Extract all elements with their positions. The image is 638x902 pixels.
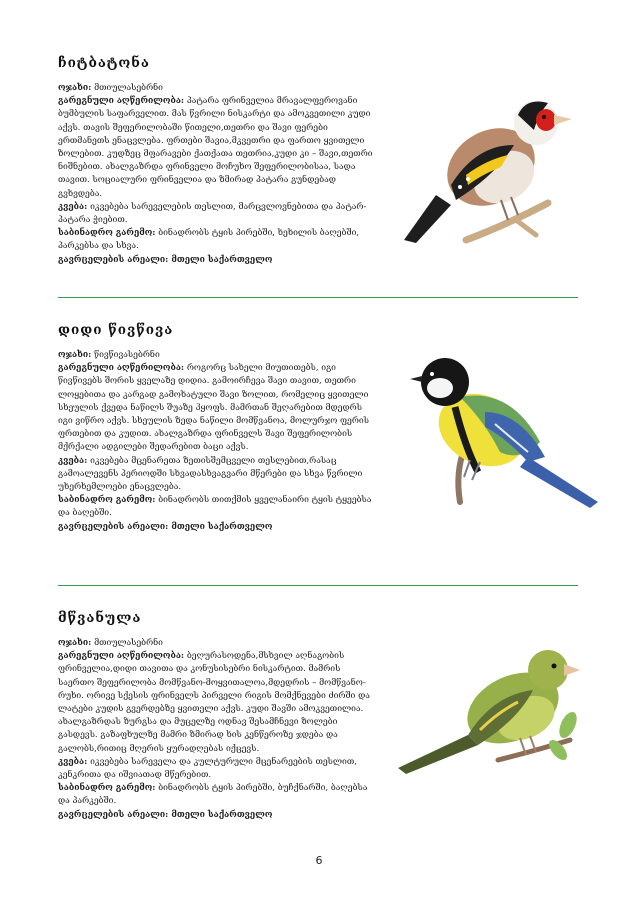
section-divider <box>58 297 578 298</box>
family-label: ოჯახი: <box>58 83 92 93</box>
family-label: ოჯახი: <box>58 638 92 648</box>
food-label: კვება: <box>58 455 88 466</box>
section-divider <box>58 585 578 586</box>
species-section-great-tit <box>58 322 578 572</box>
range-label: გავრცელების არეალი: <box>58 809 169 820</box>
species-description <box>58 349 376 534</box>
appearance-label: გარეგნული აღწერილობა: <box>58 363 185 374</box>
appearance-label: გარეგნული აღწერილობა: <box>58 96 185 107</box>
food-value: იკვებება სარეველა და კულტურული მცენარეების თესლით, კენკრითა და იშვიათად მწერებით. <box>58 756 357 781</box>
species-description <box>58 637 376 822</box>
range-value: მთელი საქართველო <box>168 254 273 265</box>
species-title: ჩიტბატონა <box>58 55 150 71</box>
species-section-greenfinch <box>58 610 578 840</box>
range-value: მთელი საქართველო <box>168 809 273 820</box>
great-tit-illustration <box>410 352 600 512</box>
appearance-label: გარეგნული აღწერილობა: <box>58 651 185 662</box>
appearance-value: ბეღურასოდენა,მსხვილ აღნაგობის ფრინველია,დიდი თავითა და კონუსისებრი ნისკარტით. მამრის საერთო შეფერილობა მომწვანო-მოყვითალოა,მდედრის – მომწვანო-რუხი. ორივე სქესის ფრინველს პირველი რიგის მომქნევები ძირში და ლატები კუდის გვერდებზე ყვითელი აქვს. კუდი შავში ამოკვეთილია. ახალგაზრდას ზურგსა და მუცელზე ოდნავ შესამჩნევი ზოლები გასდევს. გაზაფხულზე მამრი ზმირად ხის კენწეროზე ჯდება და გალობს,რითიც მღერის ყურადღებას იქცევს. <box>58 651 370 754</box>
habitat-label: საბინადრო გარემო: <box>58 495 156 506</box>
appearance-value: როგორც სახელი მიუთითებს, იგი წივწივებს შორის ყველაზე დიდია. გამოირჩევა შავი თავით, თეთრი ლოყებითა და კარგად გამოხატული შავი ზოლით, რომელიც ყვითელი სხეულის ქვედა ნაწილს შუაზე ჰყოფს. მამრთან შეღარებით მდედრს იგი ვიწრო აქვს. სხეულის ზედა ნაწილი მომწვანოა, მოლურჯო ფერის ფრთებით და კუდით. ახალგაზრდა ფრინველს შავი შეფერილობის მქრქალი ადგილები შედარებით ბაცი აქვს. <box>58 363 369 453</box>
family-value: მთიულასებრნი <box>91 83 163 93</box>
species-section-goldfinch <box>58 55 578 285</box>
family-value: მთიულასებრნი <box>91 638 163 648</box>
habitat-label: საბინადრო გარემო: <box>58 783 156 794</box>
habitat-value: ბინადრობს თითქმის ყველანაირი ტყის ტყეებსა და ბაღებში. <box>58 495 372 519</box>
food-value: იკვებება მცენარეთა ზეთისშემცველი თესლებით,რასაც გამოალევენს პერიოდში სხვადასხვაგვარი მწერები და სხვა წვრილი უხერხემლოები ენაცვლება. <box>58 455 363 493</box>
range-label: გავრცელების არეალი: <box>58 521 169 532</box>
page-number: 6 <box>315 854 323 867</box>
food-value: იკვებება სარეველების თესლით, მარცვლოვნებითა და პატარ-პატარა ჭიებით. <box>58 201 367 226</box>
habitat-value: ბინადრობს ტყის პირებში, ბუჩქნარში, ბაღებსა და პარკებში. <box>58 783 368 807</box>
species-description <box>58 82 376 267</box>
range-value: მთელი საქართველო <box>168 521 273 532</box>
species-title: მწვანულა <box>58 610 142 626</box>
species-title: დიდი წივწივა <box>58 322 174 338</box>
food-label: კვება: <box>58 201 88 212</box>
appearance-value: პატარა ფრინველია მრავალფეროვანი ბუმბულის საფარველით. მას წვრილი ნისკარტი და ამოკვეთილი კუდი აქვს. თავის შეფერილობაში წითელი,თეთრი და შავი ფერები ერთმანეთს ენაცვლება. ფრთები შავია,მკვეთრი და ფართო ყვითელი ზოლებით. კუდზეც მფარავები ქათქათა თეთრია,კუდი კი – შავი,თეთრი ნიშნებით. ახალგაზრდა ფრინველი მოჩუხო შეფერილობისაა, სადა თავით. სოციალური ფრინველია და ზმირად პატარა გუნდებად გვხვდება. <box>58 96 373 199</box>
family-value: წივწივასებრნი <box>91 350 160 360</box>
range-label: გავრცელების არეალი: <box>58 254 169 265</box>
greenfinch-illustration <box>398 640 588 780</box>
habitat-value: ბინადრობს ტყის პირებში, ხეხილის ბაღებში, პარკებსა და სხვა. <box>58 228 360 252</box>
habitat-label: საბინადრო გარემო: <box>58 228 156 239</box>
family-label: ოჯახი: <box>58 350 92 360</box>
goldfinch-illustration <box>396 75 576 250</box>
food-label: კვება: <box>58 756 88 767</box>
